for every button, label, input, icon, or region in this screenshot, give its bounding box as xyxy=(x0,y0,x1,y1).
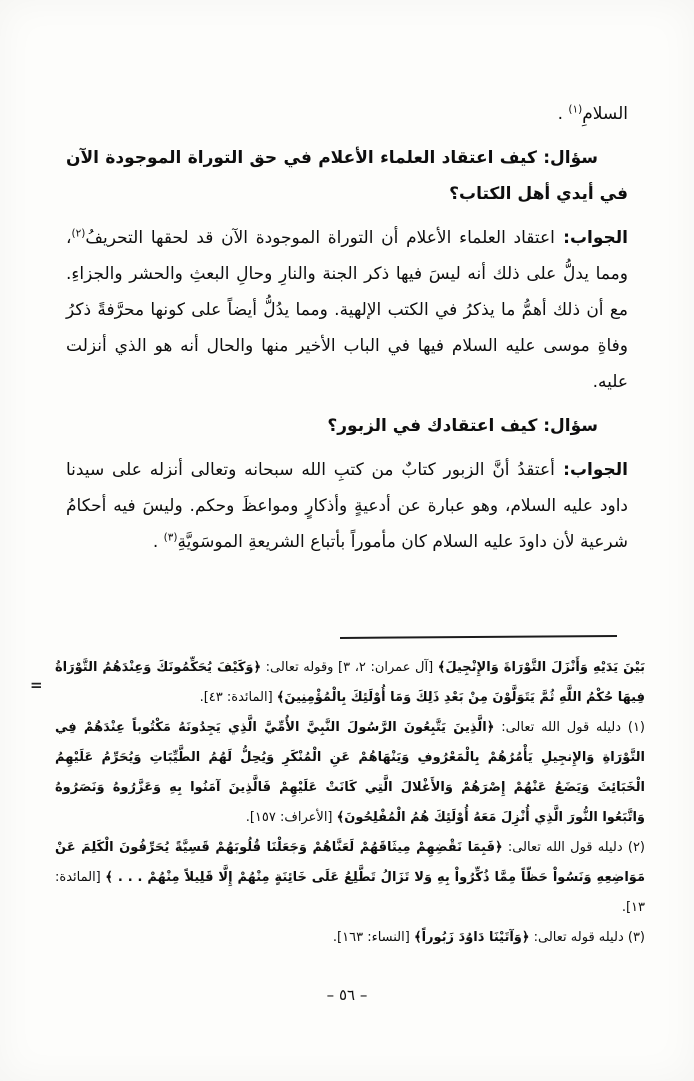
footnote-continuation: بَيْنَ يَدَيْهِ وَأَنْزَلَ التَّوْرَاةَ وَالإِنْجِيلَ﴾ [آل عمران: ٢، ٣] وقوله تعالى: ﴿وَكَيْفَ يُحَكِّمُونَكَ وَعِنْدَهُمُ التَّوْرَاةُ فِيهَا حُكْمُ اللَّهِ ثُمَّ يَتَوَلَّوْنَ مِنْ بَعْدِ ذَلِكَ وَمَا أُوْلَئِكَ بِالْمُؤْمِنِينَ﴾ [المائدة: ٤٣]. xyxy=(55,660,645,705)
footnote-continuation-marker: = xyxy=(30,676,43,694)
footnote-1: (١) دليله قول الله تعالى: ﴿الَّذِينَ يَتَّبِعُونَ الرَّسُولَ النَّبِيَّ الأُمِّيَّ الَّذِي يَجِدُونَهُ مَكْتُوباً عِنْدَهُمْ فِي التَّوْرَاةِ وَالإِنجِيلِ يَأْمُرُهُمْ بِالْمَعْرُوفِ وَيَنْهَاهُمْ عَنِ الْمُنْكَرِ وَيُحِلُّ لَهُمُ الطَّيِّبَاتِ وَيُحَرِّمُ عَلَيْهِمُ الْخَبَائِثَ وَيَضَعُ عَنْهُمْ إِصْرَهُمْ وَالأَغْلالَ الَّتِي كَانَتْ عَلَيْهِمْ فَالَّذِينَ آمَنُوا بِهِ وَعَزَّرُوهُ وَنَصَرُوهُ وَاتَّبَعُوا النُّورَ الَّذِي أُنْزِلَ مَعَهُ أُوْلَئِكَ هُمُ الْمُفْلِحُونَ﴾ [الأعراف: ١٥٧]. xyxy=(55,720,645,825)
answer-2: الجواب: أعتقدُ أنَّ الزبور كتابٌ من كتبِ الله سبحانه وتعالى أنزله على سيدنا داود عليه السلام، وهو عبارة عن أدعيةٍ وأذكارٍ ومواعظَ وحكم. وليسَ فيه أحكامُ شرعية لأن داودَ عليه السلام كان مأموراً بأتباع الشريعةِ الموسَويَّةِ$^{(٣)}$ . xyxy=(66,460,629,552)
question-1: سؤال: كيف اعتقاد العلماء الأعلام في حق التوراة الموجودة الآن في أيدي أهل الكتاب؟ xyxy=(66,148,628,204)
footnote-2: (٢) دليله قول الله تعالى: ﴿فَبِمَا نَقْضِهِمْ مِيثَاقَهُمْ لَعَنَّاهُمْ وَجَعَلْنَا قُلُوبَهُمْ قَسِيَّةً يُحَرِّفُونَ الْكَلِمَ عَنْ مَوَاضِعِهِ وَنَسُواْ حَظّاً مِمَّا ذُكِّرُواْ بِهِ وَلا تَزَالُ تَطَّلِعُ عَلَى خَائِنَةٍ مِنْهُمْ إِلَّا قَلِيلاً مِنْهُمْ . . . ﴾ [المائدة: ١٣]. xyxy=(55,840,645,915)
footnote-3: (٣) دليله قوله تعالى: ﴿وَآتَيْنَا دَاوُدَ زَبُوراً﴾ [النساء: ١٦٣]. xyxy=(332,930,645,945)
footnote-separator xyxy=(340,635,617,639)
main-text xyxy=(66,96,628,568)
page-number: – ٥٦ – xyxy=(326,986,368,1004)
question-2: سؤال: كيف اعتقادك في الزبور؟ xyxy=(327,416,598,436)
answer-1: الجواب: اعتقاد العلماء الأعلام أن التوراة الموجودة الآن قد لحقها التحريفُ$^{(٢)}$، ومما يدلُّ على ذلك أنه ليسَ فيها ذكر الجنة والنارِ وحالِ البعثِ والحشر والجزاءِ. مع أن ذلك أهمُّ ما يذكرُ في الكتب الإلهية. ومما يدُلُّ أيضاً على كونها محرَّفةً ذكرُ وفاةِ موسى عليه السلام فيها في الباب الأخير منها والحال أنه هو الذي أنزلت عليه. xyxy=(66,227,629,392)
intro-line: السلامِ$^{(١)}$ . xyxy=(557,103,628,124)
footnotes xyxy=(55,653,645,953)
